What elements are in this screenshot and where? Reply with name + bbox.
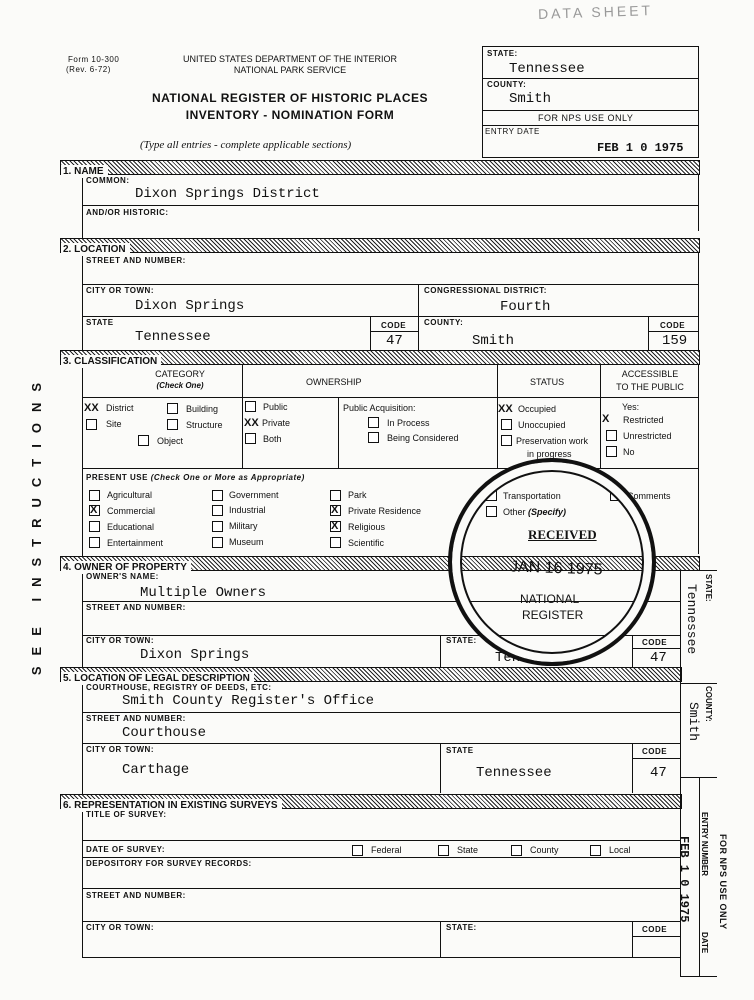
in-process-checkbox[interactable] xyxy=(368,417,379,428)
accessible-label-1: ACCESSIBLE xyxy=(621,369,679,379)
private-residence-mark: X xyxy=(331,504,339,516)
commercial-mark: X xyxy=(90,504,98,516)
other-text: Other xyxy=(503,507,526,517)
stamp-register: REGISTER xyxy=(522,608,584,622)
owner-city-value: Dixon Springs xyxy=(140,647,250,663)
site-label: Site xyxy=(106,419,122,429)
owner-state-label: STATE: xyxy=(446,636,477,645)
military-checkbox[interactable] xyxy=(212,521,223,532)
agricultural-checkbox[interactable] xyxy=(89,490,100,501)
nps-entry-date: FEB 1 0 1975 xyxy=(597,141,684,155)
legal-state-value: Tennessee xyxy=(476,765,552,781)
county-survey-checkbox[interactable] xyxy=(511,845,522,856)
stamp-date: JAN 16 1975 xyxy=(509,558,603,579)
present-use-sub: (Check One or More as Appropriate) xyxy=(150,473,305,482)
location-state-value: Tennessee xyxy=(135,329,211,345)
restricted-label: Restricted xyxy=(623,415,664,425)
survey-title-label: TITLE OF SURVEY: xyxy=(86,810,167,819)
entertainment-checkbox[interactable] xyxy=(89,537,100,548)
unoccupied-label: Unoccupied xyxy=(518,420,566,430)
common-label: COMMON: xyxy=(86,176,130,185)
restricted-checkbox[interactable]: X xyxy=(602,413,610,425)
nps-state-label: STATE: xyxy=(487,49,518,58)
public-label: Public xyxy=(263,402,288,412)
section-6-bar xyxy=(60,794,682,809)
stamp-national: NATIONAL xyxy=(520,592,580,606)
owner-state-value: Tennessee xyxy=(495,650,571,666)
owner-city-label: CITY OR TOWN: xyxy=(86,636,154,645)
strip-county-value: Smith xyxy=(686,702,701,742)
location-county-code: 159 xyxy=(662,333,688,349)
category-label: CATEGORY xyxy=(155,369,205,379)
ownership-label: OWNERSHIP xyxy=(306,377,362,387)
location-county-value: Smith xyxy=(472,333,515,349)
present-use-title: PRESENT USE xyxy=(86,473,148,482)
legal-city-label: CITY OR TOWN: xyxy=(86,745,154,754)
legal-code-label: CODE xyxy=(642,747,668,756)
nps-county-value: Smith xyxy=(509,91,552,107)
owner-street-label: STREET AND NUMBER: xyxy=(86,603,186,612)
private-checkbox[interactable]: XX xyxy=(244,417,259,429)
other-sub: (Specify) xyxy=(528,507,567,517)
legal-state-label: STATE xyxy=(446,746,474,755)
industrial-label: Industrial xyxy=(229,505,266,515)
congressional-label: CONGRESSIONAL DISTRICT: xyxy=(424,286,547,295)
no-checkbox[interactable] xyxy=(606,446,617,457)
survey-city-label: CITY OR TOWN: xyxy=(86,923,154,932)
district-checkbox[interactable]: XX xyxy=(84,402,99,414)
local-survey-checkbox[interactable] xyxy=(590,845,601,856)
form-instructions: (Type all entries - complete applicable sections) xyxy=(140,139,352,151)
section-1-bar xyxy=(60,160,700,175)
location-county-code-label: CODE xyxy=(660,321,686,330)
nps-entry-label: ENTRY DATE xyxy=(485,127,540,136)
public-checkbox[interactable] xyxy=(245,401,256,412)
location-state-code: 47 xyxy=(386,333,403,349)
religious-label: Religious xyxy=(348,522,386,532)
object-label: Object xyxy=(157,436,184,446)
form-revision: (Rev. 6-72) xyxy=(66,65,111,74)
state-survey-label: State xyxy=(457,845,479,855)
section-4-heading: 4. OWNER OF PROPERTY xyxy=(61,561,191,574)
unrestricted-checkbox[interactable] xyxy=(606,430,617,441)
legal-street-value: Courthouse xyxy=(122,725,207,741)
museum-checkbox[interactable] xyxy=(212,537,223,548)
local-survey-label: Local xyxy=(609,845,631,855)
service-name: NATIONAL PARK SERVICE xyxy=(233,65,347,75)
location-city-label: CITY OR TOWN: xyxy=(86,286,154,295)
survey-date-label: DATE OF SURVEY: xyxy=(86,845,166,854)
agricultural-label: Agricultural xyxy=(107,490,153,500)
form-number: Form 10-300 xyxy=(68,55,120,64)
top-scrawl: DATA SHEET xyxy=(537,1,654,23)
section-2-heading: 2. LOCATION xyxy=(61,243,130,256)
site-checkbox[interactable] xyxy=(86,419,97,430)
department-name: UNITED STATES DEPARTMENT OF THE INTERIOR xyxy=(182,54,398,64)
park-checkbox[interactable] xyxy=(330,490,341,501)
being-considered-label: Being Considered xyxy=(387,433,459,443)
section-3-bar xyxy=(60,350,700,365)
category-sub: (Check One) xyxy=(156,381,204,390)
county-survey-label: County xyxy=(530,845,559,855)
nps-box xyxy=(482,46,699,158)
form-title-1: NATIONAL REGISTER OF HISTORIC PLACES xyxy=(151,91,429,105)
scientific-label: Scientific xyxy=(348,538,385,548)
depository-label: DEPOSITORY FOR SURVEY RECORDS: xyxy=(86,859,252,868)
comments-label: Comments xyxy=(627,491,671,501)
status-label: STATUS xyxy=(530,377,565,387)
federal-checkbox[interactable] xyxy=(352,845,363,856)
strip-entry-label: ENTRY NUMBER xyxy=(700,812,709,877)
common-value: Dixon Springs District xyxy=(135,186,320,202)
museum-label: Museum xyxy=(229,537,264,547)
preservation-label-2: in progress xyxy=(527,449,572,459)
section-6-heading: 6. REPRESENTATION IN EXISTING SURVEYS xyxy=(61,799,282,812)
government-label: Government xyxy=(229,490,279,500)
location-county-label: COUNTY: xyxy=(424,318,464,327)
legal-code-value: 47 xyxy=(650,765,667,781)
occupied-label: Occupied xyxy=(518,404,557,414)
district-label: District xyxy=(106,403,134,413)
courthouse-label: COURTHOUSE, REGISTRY OF DEEDS, ETC: xyxy=(86,683,272,692)
owner-code-value: 47 xyxy=(650,650,667,666)
see-instructions-label: SEE INSTRUCTIONS xyxy=(29,372,44,676)
no-label: No xyxy=(623,447,635,457)
location-street-label: STREET AND NUMBER: xyxy=(86,256,186,265)
location-code-label: CODE xyxy=(381,321,407,330)
unrestricted-label: Unrestricted xyxy=(623,431,672,441)
strip-county-label: COUNTY: xyxy=(704,686,713,722)
building-label: Building xyxy=(186,404,219,414)
nps-use-only: FOR NPS USE ONLY xyxy=(538,113,634,123)
survey-code-label: CODE xyxy=(642,925,668,934)
scientific-checkbox[interactable] xyxy=(330,537,341,548)
nps-county-label: COUNTY: xyxy=(487,80,527,89)
owner-code-label: CODE xyxy=(642,638,668,647)
entertainment-label: Entertainment xyxy=(107,538,164,548)
transportation-label: Transportation xyxy=(503,491,561,501)
owner-name-value: Multiple Owners xyxy=(140,585,267,601)
strip-state-label: STATE: xyxy=(704,574,713,602)
state-survey-checkbox[interactable] xyxy=(438,845,449,856)
strip-entry-date: FEB 1 0 1975 xyxy=(677,836,691,923)
military-label: Military xyxy=(229,521,258,531)
in-process-label: In Process xyxy=(387,418,430,428)
both-label: Both xyxy=(263,434,282,444)
private-residence-label: Private Residence xyxy=(348,506,422,516)
yes-label: Yes: xyxy=(622,402,640,412)
accessible-label-2: TO THE PUBLIC xyxy=(616,382,684,392)
legal-city-value: Carthage xyxy=(122,762,190,778)
religious-mark: X xyxy=(331,520,339,532)
historic-label: AND/OR HISTORIC: xyxy=(86,208,169,217)
congressional-value: Fourth xyxy=(500,299,551,315)
building-checkbox[interactable] xyxy=(167,403,178,414)
survey-state-label: STATE: xyxy=(446,923,477,932)
educational-checkbox[interactable] xyxy=(89,521,100,532)
public-acquisition-label: Public Acquisition: xyxy=(343,403,416,413)
industrial-checkbox[interactable] xyxy=(212,505,223,516)
commercial-label: Commercial xyxy=(107,506,156,516)
section-5-heading: 5. LOCATION OF LEGAL DESCRIPTION xyxy=(61,672,254,685)
being-considered-checkbox[interactable] xyxy=(368,432,379,443)
park-label: Park xyxy=(348,490,367,500)
unoccupied-checkbox[interactable] xyxy=(501,419,512,430)
legal-street-label: STREET AND NUMBER: xyxy=(86,714,186,723)
nps-state-value: Tennessee xyxy=(509,61,585,77)
government-checkbox[interactable] xyxy=(212,490,223,501)
section-2-bar xyxy=(60,238,700,253)
section-3-heading: 3. CLASSIFICATION xyxy=(61,355,161,368)
location-state-label: STATE xyxy=(86,318,114,327)
survey-street-label: STREET AND NUMBER: xyxy=(86,891,186,900)
structure-checkbox[interactable] xyxy=(167,419,178,430)
location-city-value: Dixon Springs xyxy=(135,298,245,314)
preservation-label-1: Preservation work xyxy=(516,436,589,446)
educational-label: Educational xyxy=(107,522,155,532)
strip-state-value: Tennessee xyxy=(684,584,699,655)
federal-label: Federal xyxy=(371,845,402,855)
strip-use-only: FOR NPS USE ONLY xyxy=(718,834,728,930)
occupied-checkbox[interactable]: XX xyxy=(498,403,513,415)
private-label: Private xyxy=(262,418,291,428)
courthouse-value: Smith County Register's Office xyxy=(122,693,375,709)
both-checkbox[interactable] xyxy=(245,433,256,444)
strip-date-label: DATE xyxy=(700,932,709,954)
owner-name-label: OWNER'S NAME: xyxy=(86,572,159,581)
object-checkbox[interactable] xyxy=(138,435,149,446)
form-title-2: INVENTORY - NOMINATION FORM xyxy=(185,108,395,122)
section-1-heading: 1. NAME xyxy=(61,165,108,178)
section-5-bar xyxy=(60,667,682,682)
present-use-label xyxy=(86,473,305,482)
structure-label: Structure xyxy=(186,420,223,430)
stamp-received: RECEIVED xyxy=(528,527,597,542)
preservation-checkbox[interactable] xyxy=(501,435,512,446)
